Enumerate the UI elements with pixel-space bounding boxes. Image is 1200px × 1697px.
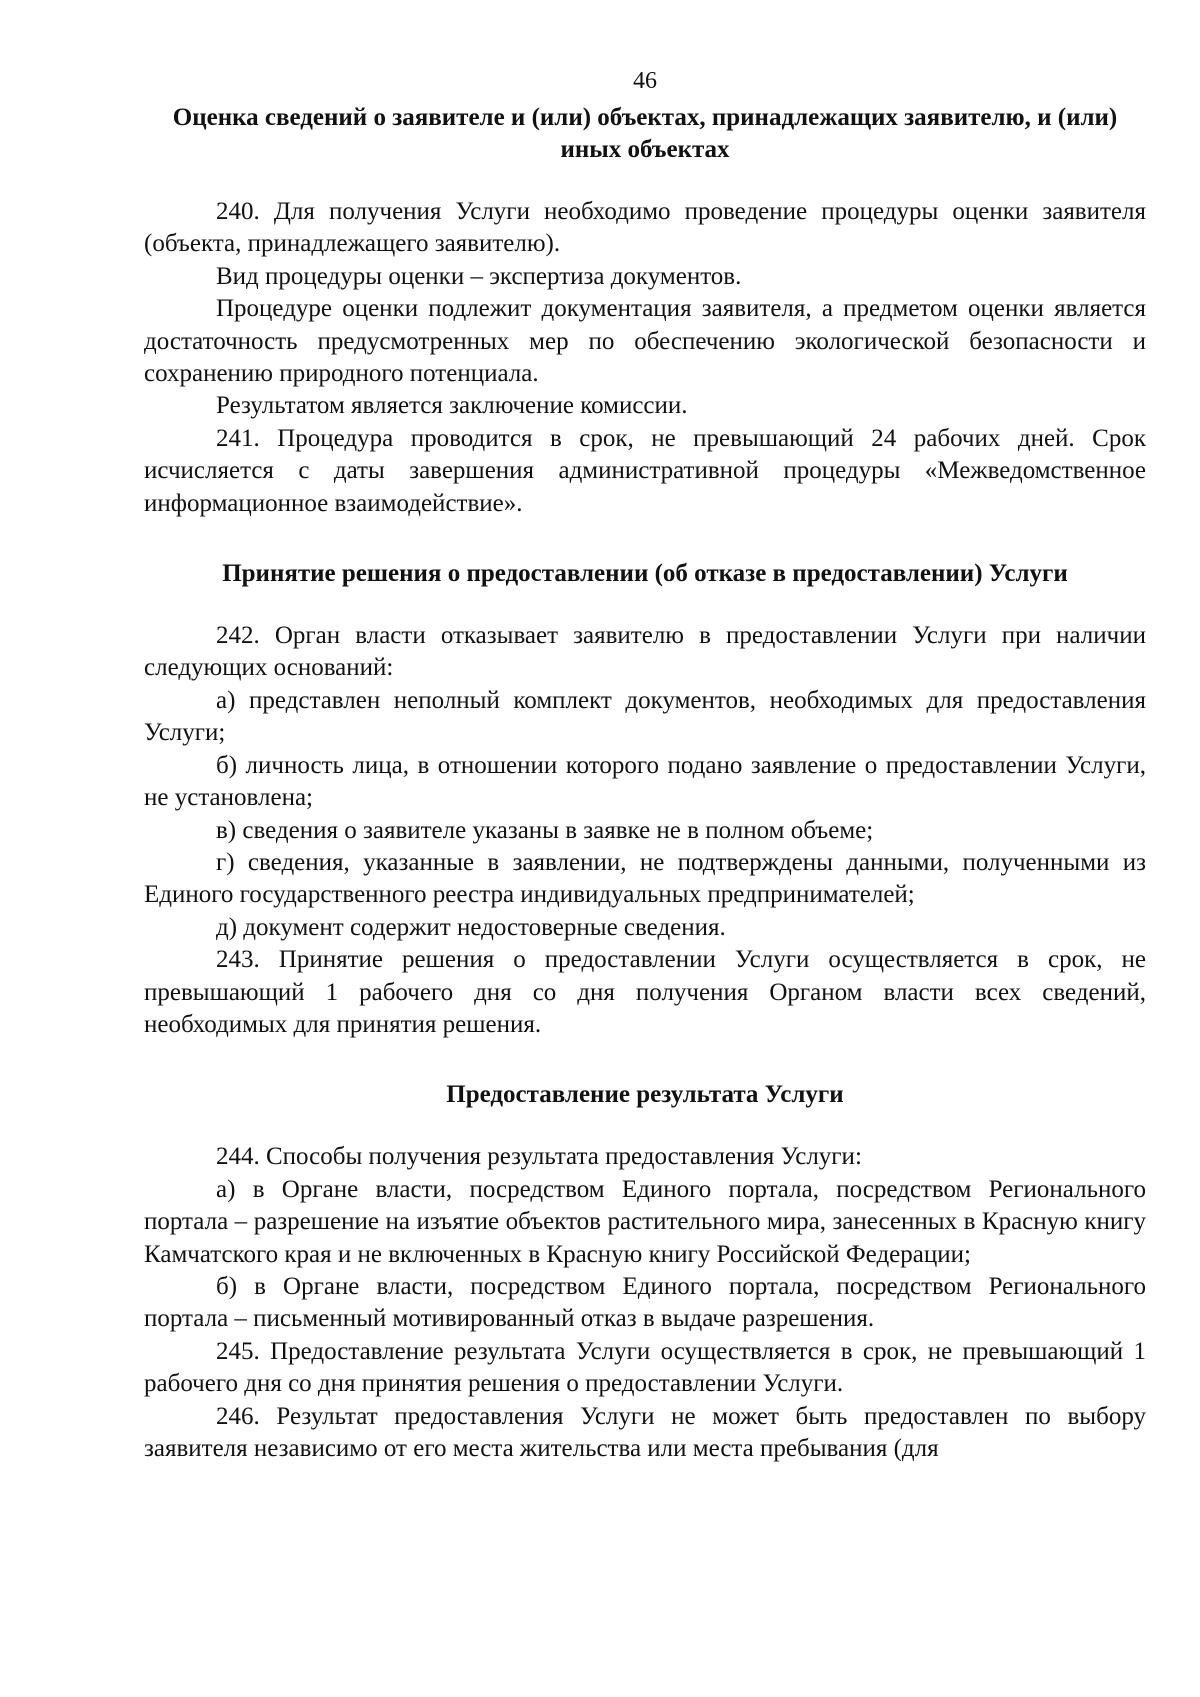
- section-heading: Оценка сведений о заявителе и (или) объектах, принадлежащих заявителю, и (или) иных объектах: [172, 104, 1118, 163]
- paragraph-243: 243. Принятие решения о предоставлении Услуги осуществляется в срок, не превышающий 1 рабочего дня со дня получения Органом власти всех сведений, необходимых для принятия решения.: [144, 946, 1146, 1038]
- list-item-g: г) сведения, указанные в заявлении, не подтверждены данными, полученными из Единого государственного реестра индивидуальных предпринимателей;: [144, 848, 1146, 909]
- paragraph-240: 240. Для получения Услуги необходимо проведение процедуры оценки заявителя (объекта, принадлежащего заявителю).: [144, 198, 1146, 258]
- document-page: [144, 66, 1146, 1465]
- section-applicant-assessment: [144, 102, 1146, 520]
- paragraph-241: 241. Процедура проводится в срок, не превышающий 24 рабочих дней. Срок исчисляется с даты завершения административной процедуры «Межведомственное информационное взаимодействие».: [144, 424, 1146, 517]
- page-number: 46: [633, 68, 657, 94]
- paragraph-assessment-result: Результатом является заключение комиссии.: [216, 392, 688, 420]
- paragraph-246: 246. Результат предоставления Услуги не может быть предоставлен по выбору заявителя независимо от его места жительства или места пребывания (для: [144, 1402, 1146, 1462]
- paragraph-assessment-type: Вид процедуры оценки – экспертиза документов.: [216, 262, 742, 290]
- list-item-b: б) в Органе власти, посредством Единого портала, посредством Регионального портала – письменный мотивированный отказ в выдаче разрешения.: [144, 1272, 1146, 1333]
- paragraph-244: 244. Способы получения результата предоставления Услуги:: [216, 1143, 862, 1171]
- section-heading: Принятие решения о предоставлении (об отказе в предоставлении) Услуги: [222, 560, 1068, 588]
- list-item-b: б) личность лица, в отношении которого подано заявление о предоставлении Услуги, не установлена;: [144, 751, 1146, 812]
- paragraph-assessment-subject: Процедуре оценки подлежит документация заявителя, а предметом оценки является достаточность предусмотренных мер по обеспечению экологической безопасности и сохранению природного потенциала.: [144, 295, 1146, 388]
- paragraph-245: 245. Предоставление результата Услуги осуществляется в срок, не превышающий 1 рабочего дня со дня принятия решения о предоставлении Услуги.: [144, 1337, 1146, 1398]
- list-item-a: а) представлен неполный комплект документов, необходимых для предоставления Услуги;: [144, 686, 1146, 747]
- paragraph-242: 242. Орган власти отказывает заявителю в предоставлении Услуги при наличии следующих оснований:: [144, 622, 1146, 682]
- section-heading: Предоставление результата Услуги: [446, 1081, 844, 1109]
- list-item-d: д) документ содержит недостоверные сведения.: [216, 913, 726, 941]
- section-result-delivery: [144, 1079, 1146, 1465]
- section-decision: [144, 558, 1146, 1041]
- list-item-a: а) в Органе власти, посредством Единого портала, посредством Регионального портала – разрешение на изъятие объектов растительного мира, занесенных в Красную книгу Камчатского края и не включенных в Красную книгу Российской Федерации;: [144, 1175, 1146, 1268]
- list-item-v: в) сведения о заявителе указаны в заявке не в полном объеме;: [216, 816, 874, 844]
